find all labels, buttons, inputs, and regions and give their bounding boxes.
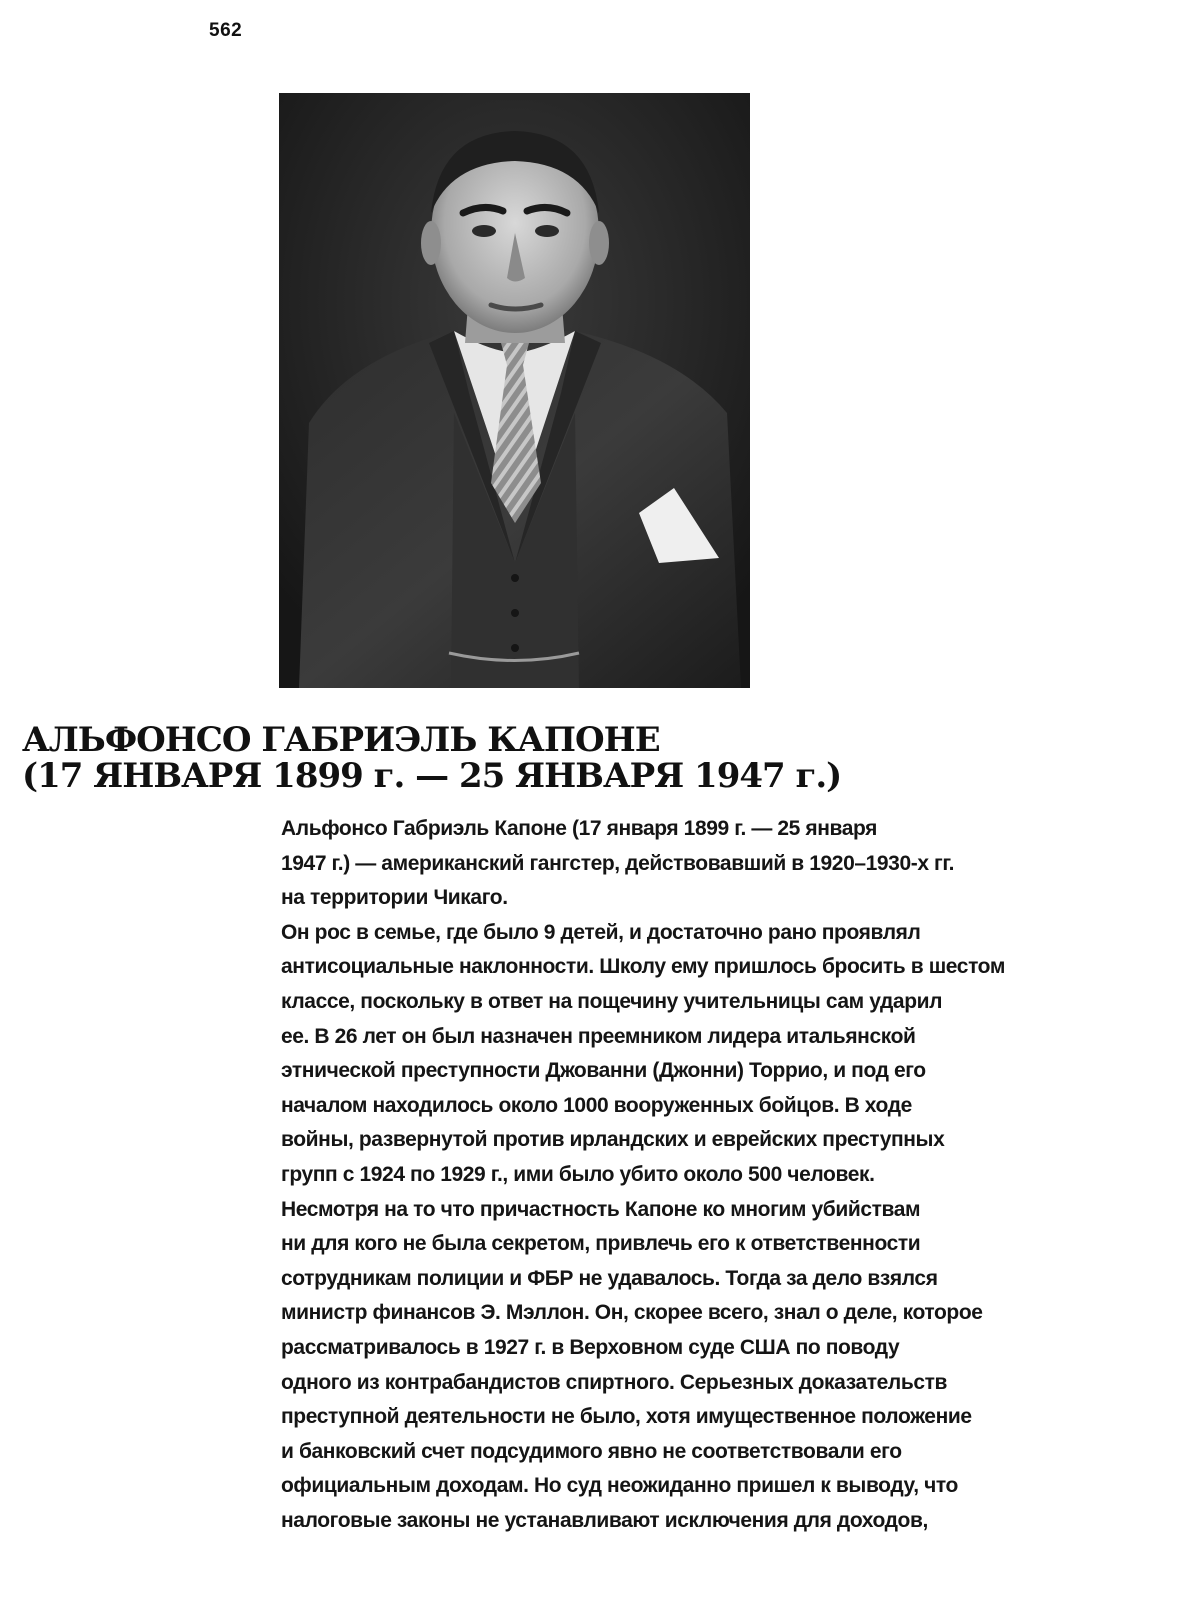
body-line: и банковский счет подсудимого явно не соответствовали его bbox=[281, 1439, 902, 1463]
body-line: 1947 г.) — американский гангстер, действовавший в 1920–1930-х гг. bbox=[281, 851, 955, 875]
page-number: 562 bbox=[209, 20, 243, 41]
body-line: групп с 1924 по 1929 г., ими было убито около 500 человек. bbox=[281, 1162, 875, 1186]
body-text bbox=[281, 812, 1091, 1538]
body-line: официальным доходам. Но суд неожиданно пришел к выводу, что bbox=[281, 1474, 958, 1498]
body-line: Несмотря на то что причастность Капоне ко многим убийствам bbox=[281, 1197, 921, 1221]
body-line: ни для кого не была секретом, привлечь его к ответственности bbox=[281, 1232, 921, 1256]
body-line: началом находилось около 1000 вооруженных бойцов. В ходе bbox=[281, 1093, 912, 1117]
title-dates: (17 ЯНВАРЯ 1899 г. — 25 ЯНВАРЯ 1947 г.) bbox=[22, 756, 842, 796]
body-line: одного из контрабандистов спиртного. Серьезных доказательств bbox=[281, 1370, 948, 1394]
body-line: антисоциальные наклонности. Школу ему пришлось бросить в шестом bbox=[281, 955, 1005, 979]
body-line: ее. В 26 лет он был назначен преемником лидера итальянской bbox=[281, 1024, 916, 1048]
body-line: Альфонсо Габриэль Капоне (17 января 1899 г. — 25 января bbox=[281, 817, 878, 840]
body-line: налоговые законы не устанавливают исключения для доходов, bbox=[281, 1508, 928, 1532]
title-name: АЛЬФОНСО ГАБРИЭЛЬ КАПОНЕ bbox=[22, 720, 660, 760]
body-line: преступной деятельности не было, хотя имущественное положение bbox=[281, 1405, 972, 1429]
body-line: на территории Чикаго. bbox=[281, 886, 508, 910]
body-line: сотрудникам полиции и ФБР не удавалось. Тогда за дело взялся bbox=[281, 1266, 938, 1290]
portrait-photo bbox=[279, 93, 750, 688]
body-line: Он рос в семье, где было 9 детей, и достаточно рано проявлял bbox=[281, 920, 921, 944]
body-line: войны, развернутой против ирландских и еврейских преступных bbox=[281, 1128, 945, 1152]
body-line: рассматривалось в 1927 г. в Верховном суде США по поводу bbox=[281, 1335, 900, 1359]
body-line: министр финансов Э. Мэллон. Он, скорее всего, знал о деле, которое bbox=[281, 1301, 983, 1325]
body-line: этнической преступности Джованни (Джонни) Торрио, и под его bbox=[281, 1059, 926, 1083]
body-line: классе, поскольку в ответ на пощечину учительницы сам ударил bbox=[281, 989, 943, 1013]
article-title bbox=[22, 722, 841, 794]
